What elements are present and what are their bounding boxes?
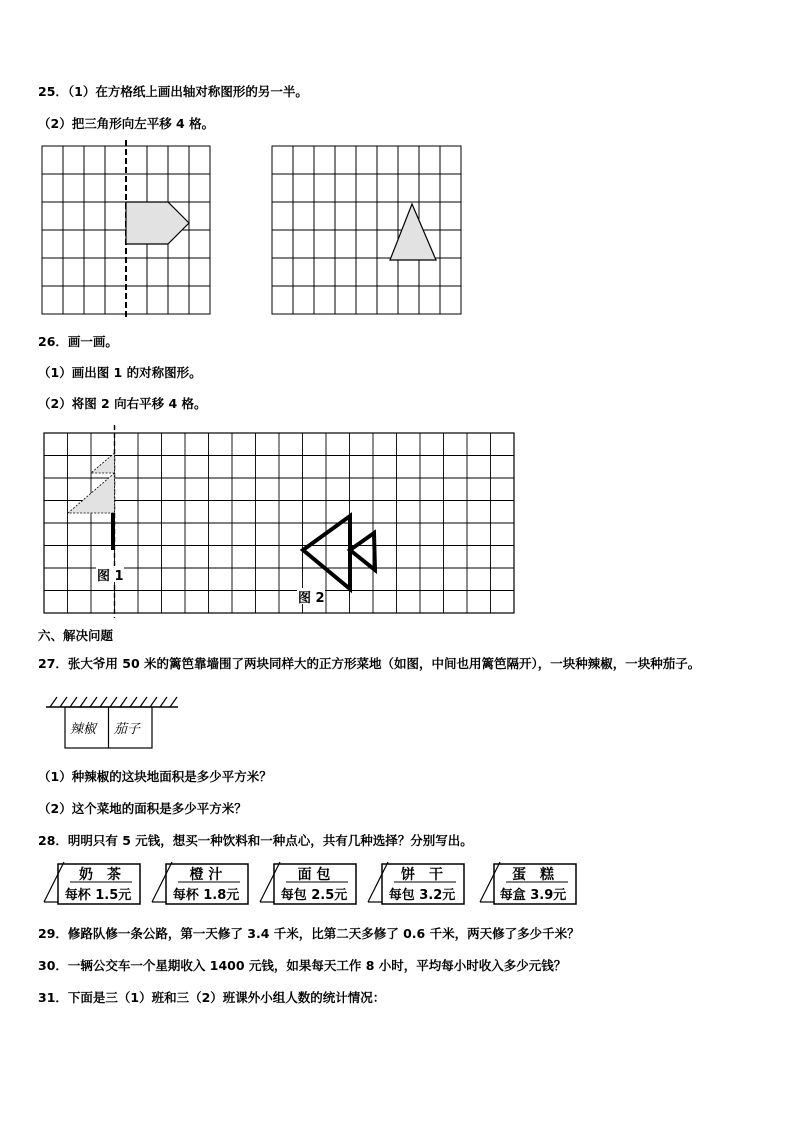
plot-eggplant-label: 茄子 (114, 722, 141, 737)
tag-cake-price: 每盒 3.9元 (499, 888, 567, 903)
tag-orange-juice (152, 862, 248, 904)
tag-bread (260, 862, 356, 904)
q27-text: 27．张大爷用 50 米的篱笆靠墙围了两块同样大的正方形菜地（如图，中间也用篱笆隔开），一块种辣椒，一块种茄子。 (38, 656, 701, 671)
tag-cake (480, 862, 576, 904)
q28-text: 28．明明只有 5 元钱，想买一种饮料和一种点心，共有几种选择？分别写出。 (38, 833, 473, 848)
tag-biscuit (368, 862, 464, 904)
tag-milk-tea-price: 每杯 1.5元 (64, 888, 132, 903)
tag-biscuit-name: 饼 干 (401, 867, 443, 883)
fig2-label: 图 2 (298, 591, 325, 606)
q25-line1: 25．（1）在方格纸上画出轴对称图形的另一半。 (38, 84, 308, 99)
tag-milk-tea-name: 奶 茶 (79, 867, 121, 883)
tag-orange-juice-price: 每杯 1.8元 (172, 888, 240, 903)
q26-line1: （1）画出图 1 的对称图形。 (38, 365, 202, 380)
tag-bread-price: 每包 2.5元 (280, 888, 348, 903)
section6-title: 六、解决问题 (38, 628, 114, 643)
q27-sub1: （1）种辣椒的这块地面积是多少平方米？ (38, 769, 272, 784)
q26-title: 26．画一画。 (38, 334, 118, 349)
plot-pepper-label: 辣椒 (70, 722, 97, 737)
q29-text: 29．修路队修一条公路，第一天修了 3.4 千米，比第二天多修了 0.6 千米，两天修了多少千米？ (38, 926, 580, 941)
q27-sub2: （2）这个菜地的面积是多少平方米？ (38, 801, 247, 816)
tag-bread-name: 面 包 (297, 867, 331, 883)
tag-cake-name: 蛋 糕 (512, 867, 554, 883)
fig1-label: 图 1 (97, 569, 124, 584)
q31-text: 31．下面是三（1）班和三（2）班课外小组人数的统计情况： (38, 990, 386, 1005)
tag-biscuit-price: 每包 3.2元 (388, 888, 456, 903)
q25-line2: （2）把三角形向左平移 4 格。 (38, 116, 215, 131)
tag-milk-tea (44, 862, 140, 904)
q30-text: 30．一辆公交车一个星期收入 1400 元钱，如果每天工作 8 小时，平均每小时收入多少元钱？ (38, 958, 567, 973)
tag-orange-juice-name: 橙 汁 (189, 867, 223, 883)
q26-line2: （2）将图 2 向右平移 4 格。 (38, 396, 207, 411)
